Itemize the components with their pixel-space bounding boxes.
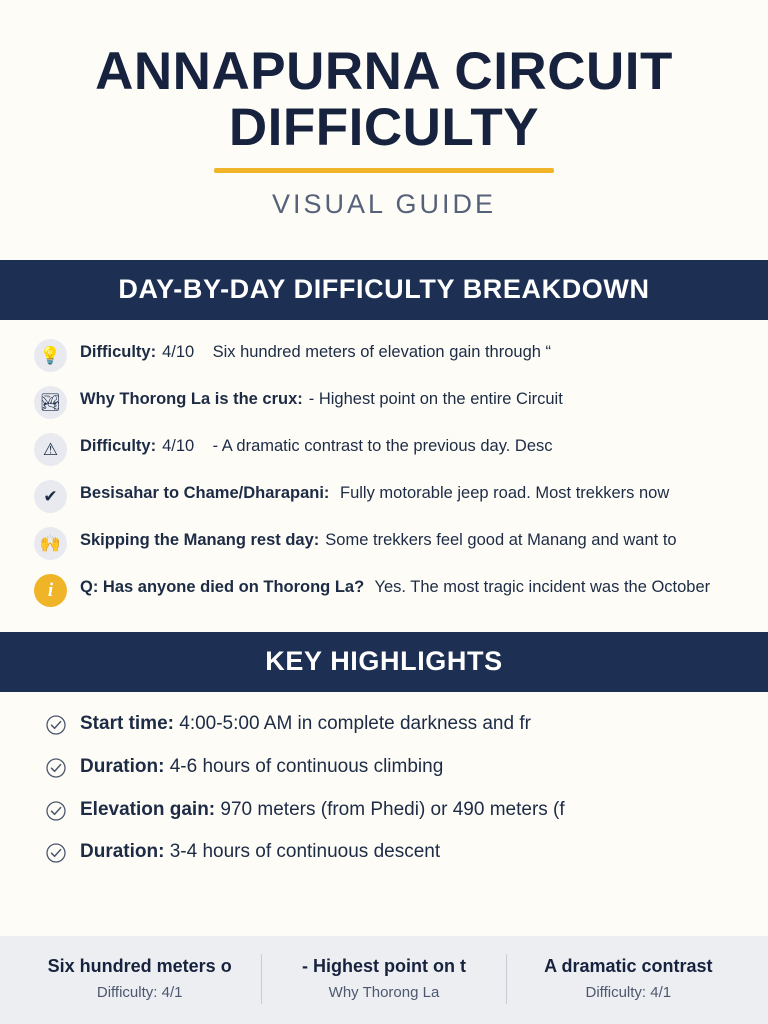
footer-cell [18,954,261,1004]
list-item [46,755,722,780]
info-icon: i [34,574,67,607]
list-item-value: 4/10 [162,437,195,456]
list-item-text [80,573,734,598]
list-item-text [80,755,443,780]
footer-cell [261,954,505,1004]
list-item-detail: Fully motorable jeep road. Most trekkers now [340,484,670,503]
check-icon [46,758,66,778]
footer-cell [506,954,750,1004]
list-item-text [80,798,565,823]
list-item-value: 4/10 [162,343,195,362]
list-item-label: Difficulty: [80,437,157,456]
list-item [34,338,734,372]
check-icon [46,801,66,821]
list-item-label: Duration: [80,756,165,778]
check-icon [46,715,66,735]
footer-cell-title: - Highest point on t [302,956,466,977]
breakdown-list [0,320,768,632]
highlights-list [0,692,768,899]
list-item [34,385,734,419]
list-item-label: Why Thorong La is the crux: [80,390,303,409]
page-subtitle: VISUAL GUIDE [271,189,497,220]
list-item-text [80,526,734,551]
footer-cell-subtitle: Difficulty: 4/1 [585,984,672,1001]
footer-cell-title: A dramatic contrast [544,956,713,977]
list-item-text [80,479,734,504]
list-item-label: Q: Has anyone died on Thorong La? [80,578,365,597]
list-item-text [80,712,531,737]
page-title-line2: DIFFICULTY [228,98,540,158]
lightbulb-icon: 💡 [34,339,67,372]
list-item [34,573,734,607]
section-heading-highlights: KEY HIGHLIGHTS [0,632,768,692]
warning-icon: ⚠ [34,433,67,466]
list-item-label: Difficulty: [80,343,157,362]
list-item [34,526,734,560]
list-item-label: Skipping the Manang rest day: [80,531,320,550]
page-title-line1: ANNAPURNA CIRCUIT [95,42,673,101]
list-item [34,432,734,466]
footer [0,936,768,1024]
list-item-label: Elevation gain: [80,798,216,820]
list-item-value: 3-4 hours of continuous descent [169,841,441,863]
list-item-value: 4:00-5:00 AM in complete darkness and fr [179,713,531,735]
list-item-detail: - Highest point on the entire Circuit [308,390,563,409]
page-title [40,44,728,156]
list-item [46,798,722,823]
footer-cell-subtitle: Difficulty: 4/1 [96,984,183,1001]
check-icon [46,843,66,863]
hands-icon: 🙌 [34,527,67,560]
list-item-text [80,338,734,363]
check-circle-icon: ✔ [34,480,67,513]
list-item-value: 4-6 hours of continuous climbing [169,756,444,778]
mountain-icon: 🏞 [34,386,67,419]
list-item-detail: Six hundred meters of elevation gain through “ [212,343,552,362]
list-item-text [80,385,734,410]
list-item-detail: - A dramatic contrast to the previous day. Desc [212,437,553,456]
list-item-detail: Some trekkers feel good at Manang and want to [325,531,677,550]
list-item [46,712,722,737]
section-heading-breakdown: DAY-BY-DAY DIFFICULTY BREAKDOWN [0,260,768,320]
list-item-detail: Yes. The most tragic incident was the October [374,578,711,597]
title-underline [214,168,554,173]
list-item-label: Start time: [80,713,174,735]
list-item-value: 970 meters (from Phedi) or 490 meters (f [220,798,565,820]
list-item-label: Besisahar to Chame/Dharapani: [80,484,330,503]
list-item-text [80,840,440,865]
footer-cell-subtitle: Why Thorong La [328,984,440,1001]
list-item-text [80,432,734,457]
footer-cell-title: Six hundred meters o [47,956,232,977]
list-item [46,840,722,865]
header [0,0,768,220]
list-item [34,479,734,513]
list-item-label: Duration: [80,841,165,863]
